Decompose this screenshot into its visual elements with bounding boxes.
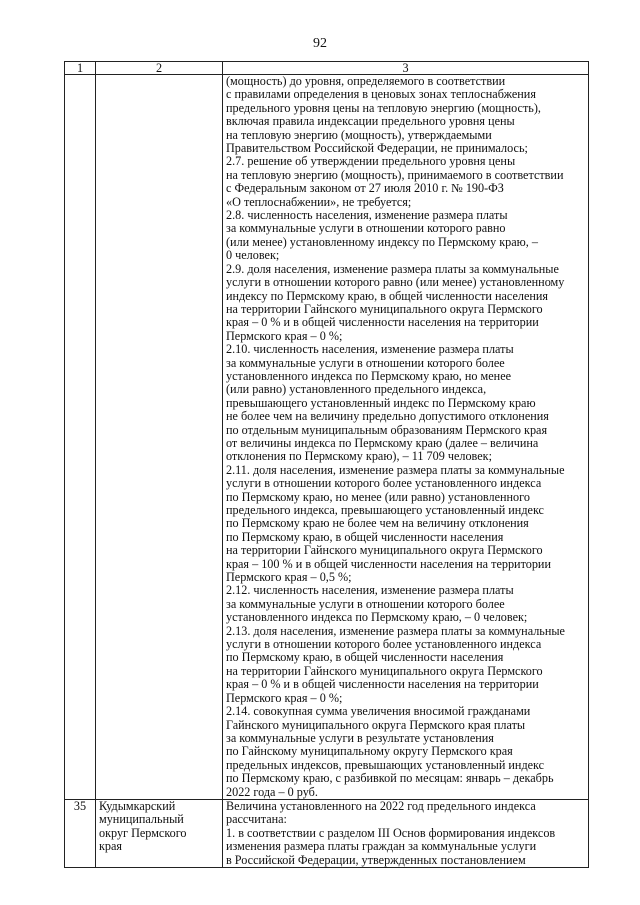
text-line: «О теплоснабжении», не требуется; bbox=[226, 194, 412, 209]
text-line: за коммунальные услуги в отношении которого равно bbox=[226, 221, 506, 236]
text-line: по Гайнскому муниципальному округу Пермского края bbox=[226, 744, 513, 759]
text-line: 2.8. численность населения, изменение размера платы bbox=[226, 208, 508, 223]
text-line: предельного индекса, превышающего установленный индекс bbox=[226, 503, 544, 517]
row-number-cell bbox=[65, 75, 96, 800]
municipality-cell bbox=[96, 799, 223, 867]
text-line: на тепловую энергию (мощность), принимаемого в соответствии bbox=[226, 167, 564, 182]
text-line: включая правила индексации предельного уровня цены bbox=[226, 114, 515, 129]
text-line: по отдельным муниципальным образованиям Пермского края bbox=[226, 422, 548, 437]
text-line: Пермского края – 0 %; bbox=[226, 328, 343, 343]
text-line: 2.13. доля населения, изменение размера платы за коммунальные bbox=[226, 623, 565, 638]
text-line: с правилами определения в ценовых зонах теплоснабжения bbox=[226, 87, 536, 102]
text-line: за коммунальные услуги в отношении которого более bbox=[226, 596, 505, 611]
text-line: 2.9. доля населения, изменение размера платы за коммунальные bbox=[226, 261, 559, 276]
text-line: 2.7. решение об утверждении предельного уровня цены bbox=[226, 154, 516, 169]
table-row-continuation bbox=[65, 75, 589, 800]
text-line: индексу по Пермскому краю, в общей численности населения bbox=[226, 288, 549, 303]
text-line: округ Пермского bbox=[99, 825, 187, 840]
header-col-2: 2 bbox=[96, 62, 223, 75]
text-line: 2.10. численность населения, изменение размера платы bbox=[226, 342, 514, 357]
text-line: по Пермскому краю, с разбивкой по месяцам: январь – декабрь bbox=[226, 771, 554, 786]
text-line: рассчитана: bbox=[226, 812, 287, 827]
text-line: превышающего установленный индекс по Пермскому краю bbox=[226, 395, 536, 410]
text-line: (мощность) до уровня, определяемого в соответствии bbox=[226, 74, 506, 88]
row-number-cell: 35 bbox=[65, 799, 96, 867]
table-header-row bbox=[65, 62, 589, 75]
description-cell bbox=[223, 75, 589, 800]
text-line: края – 0 % и в общей численности населения на территории bbox=[226, 315, 539, 330]
text-line: услуги в отношении которого более установленного индекса bbox=[226, 637, 542, 652]
text-line: от величины индекса по Пермскому краю (далее – величина bbox=[226, 435, 539, 450]
text-line: муниципальный bbox=[99, 812, 184, 827]
text-line: не более чем на величину предельно допустимого отклонения bbox=[226, 409, 549, 424]
text-line: 1. в соответствии с разделом III Основ формирования индексов bbox=[226, 825, 556, 840]
text-line: края – 0 % и в общей численности населения на территории bbox=[226, 677, 539, 692]
text-line: по Пермскому краю, но менее (или равно) установленного bbox=[226, 489, 530, 504]
text-line: Правительством Российской Федерации, не принималось; bbox=[226, 141, 528, 156]
header-col-3: 3 bbox=[223, 62, 589, 75]
text-line: (или равно) установленного предельного индекса, bbox=[226, 382, 487, 397]
text-line: края bbox=[99, 839, 123, 854]
text-line: предельного уровня цены на тепловую энергию (мощность), bbox=[226, 100, 541, 115]
text-line: 2.11. доля населения, изменение размера платы за коммунальные bbox=[226, 462, 565, 477]
text-line: в Российской Федерации, утвержденных постановлением bbox=[226, 852, 526, 867]
text-line: по Пермскому краю не более чем на величину отклонения bbox=[226, 516, 529, 531]
text-line: за коммунальные услуги в результате установления bbox=[226, 730, 494, 745]
header-col-1: 1 bbox=[65, 62, 96, 75]
table-row-35 bbox=[65, 799, 589, 867]
text-line: установленного индекса по Пермскому краю, – 0 человек; bbox=[226, 610, 528, 625]
municipality-cell bbox=[96, 75, 223, 800]
text-line: услуги в отношении которого более установленного индекса bbox=[226, 476, 542, 491]
text-line: на территории Гайнского муниципального округа Пермского bbox=[226, 663, 543, 678]
text-line: с Федеральным законом от 27 июля 2010 г. № 190-ФЗ bbox=[226, 181, 504, 196]
text-line: Пермского края – 0,5 %; bbox=[226, 570, 352, 585]
text-line: установленного индекса по Пермскому краю, но менее bbox=[226, 368, 512, 383]
page-number: 92 bbox=[313, 36, 327, 51]
text-line: на территории Гайнского муниципального округа Пермского bbox=[226, 301, 543, 316]
text-line: услуги в отношении которого равно (или менее) установленному bbox=[226, 275, 565, 290]
text-line: Величина установленного на 2022 год предельного индекса bbox=[226, 798, 536, 813]
text-line: по Пермскому краю, в общей численности населения bbox=[226, 650, 504, 665]
text-line: предельных индексов, превышающих установленный индекс bbox=[226, 757, 545, 772]
text-line: изменения размера платы граждан за коммунальные услуги bbox=[226, 839, 537, 854]
text-line: 2.12. численность населения, изменение размера платы bbox=[226, 583, 514, 598]
text-line: Пермского края – 0 %; bbox=[226, 690, 343, 705]
text-line: края – 100 % и в общей численности населения на территории bbox=[226, 556, 551, 571]
text-line: Кудымкарский bbox=[99, 798, 176, 813]
text-line: Гайнского муниципального округа Пермского края платы bbox=[226, 717, 526, 732]
indices-table bbox=[64, 61, 589, 868]
description-cell bbox=[223, 799, 589, 867]
text-line: на тепловую энергию (мощность), утверждаемыми bbox=[226, 127, 492, 142]
text-line: (или менее) установленному индексу по Пермскому краю, – bbox=[226, 234, 538, 249]
text-line: отклонения по Пермскому краю), – 11 709 человек; bbox=[226, 449, 492, 464]
text-line: 2022 года – 0 руб. bbox=[226, 784, 318, 799]
text-line: за коммунальные услуги в отношении которого более bbox=[226, 355, 505, 370]
text-line: на территории Гайнского муниципального округа Пермского bbox=[226, 543, 543, 558]
text-line: по Пермскому краю, в общей численности населения bbox=[226, 529, 504, 544]
text-line: 2.14. совокупная сумма увеличения вносимой гражданами bbox=[226, 704, 531, 719]
text-line: 0 человек; bbox=[226, 248, 280, 263]
